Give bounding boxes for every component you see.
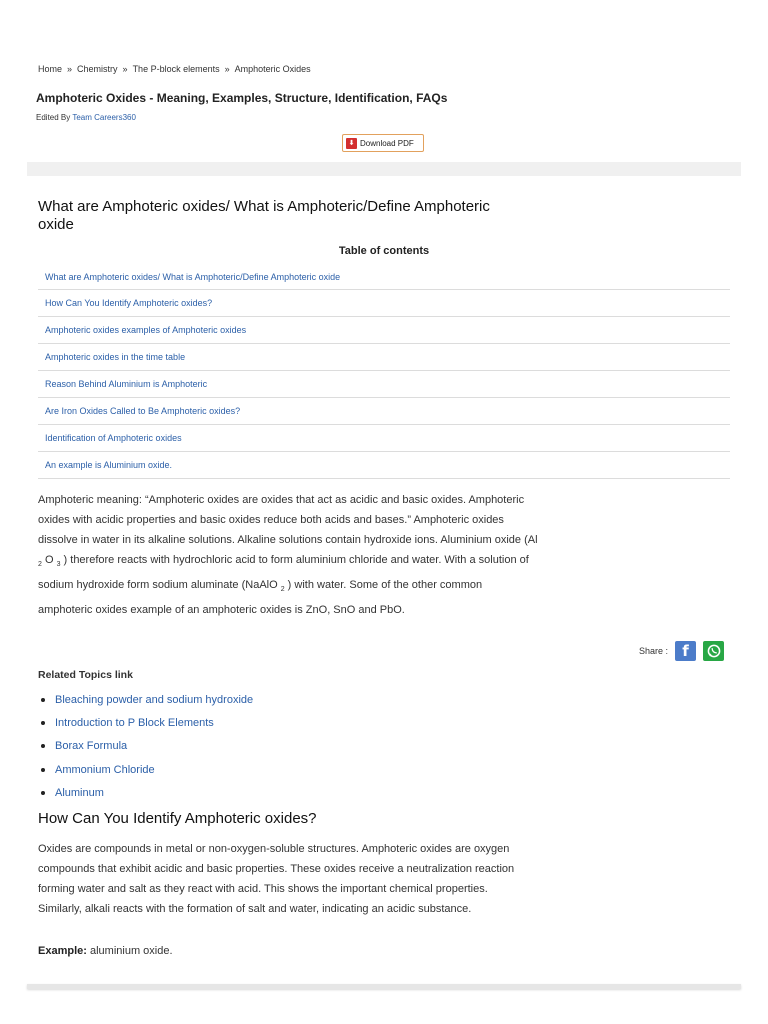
- page-title: Amphoteric Oxides - Meaning, Examples, Structure, Identification, FAQs: [36, 91, 448, 105]
- related-link[interactable]: Bleaching powder and sodium hydroxide: [55, 693, 254, 706]
- intro-text-1: Amphoteric meaning: “Amphoteric oxides are oxides that act as acidic and basic oxides. Amphoteric oxides with acidic properties and basic oxides reduce both acids and bases.” Amphoteric oxides dissolve in water in its alkaline solutions. Alkaline solutions contain hydroxide ions. Aluminium oxide (Al: [38, 494, 538, 546]
- toc-link[interactable]: Amphoteric oxides examples of Amphoteric oxides: [45, 325, 247, 335]
- share-bar: [639, 641, 724, 661]
- related-topics-list: [38, 688, 253, 805]
- toc-link[interactable]: How Can You Identify Amphoteric oxides?: [45, 298, 213, 308]
- toc-link[interactable]: What are Amphoteric oxides/ What is Amphoteric/Define Amphoteric oxide: [45, 271, 341, 282]
- example-label: Example:: [38, 945, 87, 957]
- toc-item: [38, 264, 730, 290]
- breadcrumb-separator: »: [224, 64, 230, 74]
- toc-item: [38, 425, 730, 452]
- intro-paragraph: [38, 490, 538, 620]
- toc-link[interactable]: Amphoteric oxides in the time table: [45, 352, 186, 362]
- author-link[interactable]: Team Careers360: [72, 113, 136, 122]
- example-line: [38, 945, 173, 957]
- subscript: 2: [280, 586, 285, 594]
- section-heading-what-are: What are Amphoteric oxides/ What is Amphoteric/Define Amphoteric oxide: [38, 198, 490, 233]
- list-item: [38, 688, 253, 711]
- breadcrumb-home[interactable]: Home: [38, 64, 63, 74]
- toc-link[interactable]: An example is Aluminium oxide.: [45, 460, 173, 470]
- toc-link[interactable]: Are Iron Oxides Called to Be Amphoteric oxides?: [45, 406, 241, 416]
- related-link[interactable]: Aluminum: [55, 787, 104, 800]
- toc-link[interactable]: Reason Behind Aluminium is Amphoteric: [45, 379, 208, 389]
- bullet-icon: [41, 698, 45, 702]
- download-pdf-label: Download PDF: [360, 138, 414, 148]
- share-label: Share :: [639, 646, 669, 656]
- breadcrumb-separator: »: [122, 64, 128, 74]
- list-item: [38, 711, 253, 734]
- section-heading-identify: How Can You Identify Amphoteric oxides?: [38, 810, 317, 827]
- identify-paragraph: Oxides are compounds in metal or non-oxygen-soluble structures. Amphoteric oxides are oxygen compounds that exhibit acidic and basic properties. These oxides receive a neutralization reaction forming water and salt as they react with acid. This shows the important chemical properties. Similarly, alkali reacts with the formation of salt and water, indicating an acidic substance.: [38, 843, 515, 915]
- list-item: [38, 735, 253, 758]
- facebook-icon[interactable]: f: [675, 641, 696, 661]
- whatsapp-icon[interactable]: [703, 641, 724, 661]
- related-link[interactable]: Introduction to P Block Elements: [55, 717, 214, 730]
- toc-item: [38, 290, 730, 317]
- intro-text-2: O: [41, 554, 57, 566]
- example-text: aluminium oxide.: [86, 945, 173, 957]
- subscript: 2: [38, 561, 42, 569]
- breadcrumb-separator: »: [67, 64, 73, 74]
- related-link[interactable]: Ammonium Chloride: [55, 763, 155, 776]
- bullet-icon: [41, 768, 45, 772]
- toc-item: [38, 317, 730, 344]
- bottom-divider: [27, 984, 741, 989]
- edited-by-label: Edited By: [36, 113, 71, 122]
- subscript: 3: [56, 561, 61, 569]
- bullet-icon: [41, 744, 45, 748]
- intro-text-3: ) therefore reacts with hydrochloric acid to form aluminium chloride and water. With a solution of sodium hydroxide form sodium aluminate (NaAlO: [38, 554, 529, 592]
- breadcrumb: [38, 64, 311, 74]
- related-topics-title: Related Topics link: [38, 669, 133, 681]
- bullet-icon: [41, 721, 45, 725]
- toc-item: [38, 452, 730, 479]
- breadcrumb-chemistry[interactable]: Chemistry: [77, 64, 118, 74]
- intro-text-4: ) with water. Some of the other common amphoteric oxides example of an amphoteric oxides is ZnO, SnO and PbO.: [38, 579, 483, 617]
- download-pdf-button[interactable]: [342, 134, 424, 152]
- content-divider-band: [27, 162, 741, 176]
- toc-item: [38, 398, 730, 425]
- bullet-icon: [41, 791, 45, 795]
- table-of-contents: [38, 264, 730, 479]
- toc-title: Table of contents: [338, 245, 430, 257]
- toc-link[interactable]: Identification of Amphoteric oxides: [45, 433, 182, 443]
- related-link[interactable]: Borax Formula: [55, 740, 128, 753]
- pdf-icon: ⬇: [346, 138, 357, 149]
- breadcrumb-p-block[interactable]: The P-block elements: [132, 64, 220, 74]
- list-item: [38, 758, 253, 781]
- edited-by: [36, 113, 136, 122]
- breadcrumb-current[interactable]: Amphoteric Oxides: [234, 64, 311, 74]
- toc-item: [38, 344, 730, 371]
- toc-item: [38, 371, 730, 398]
- list-item: [38, 782, 253, 805]
